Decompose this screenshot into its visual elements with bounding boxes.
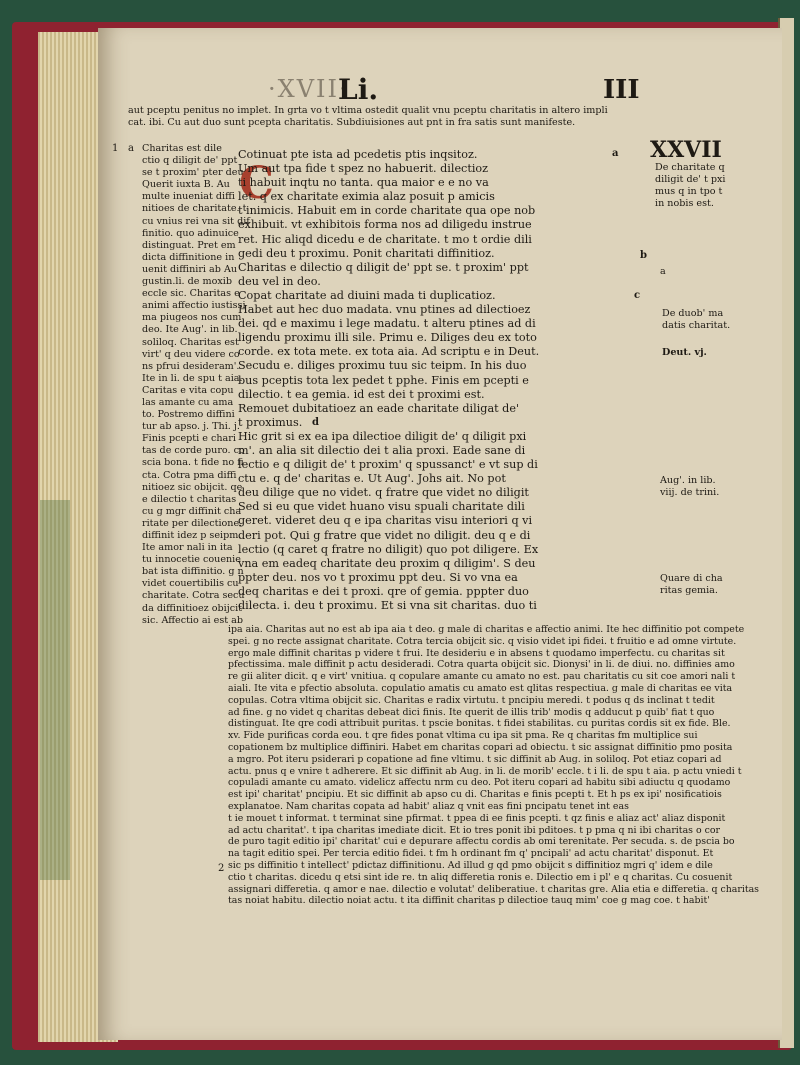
- left-column: [142, 143, 250, 627]
- bottom-line: a mgro. Pot iteru psiderari p copatione ad fine vltimu. t sic diffinit ab Aug. in soliloq. Pot etiaz copari ad: [228, 753, 722, 765]
- main-line: Copat charitate ad diuini mada ti duplicatioz.: [238, 288, 496, 302]
- left-col-line: Querit iuxta B. Au: [142, 179, 230, 191]
- intro-line: aut pceptu penitus no implet. In grta vo t vltima ostedit qualit vnu pceptu charitatis in altero impli: [128, 105, 608, 116]
- side-note-line: a: [660, 266, 666, 277]
- bottom-marker: 2: [218, 863, 225, 874]
- main-line: Cotinuat pte ista ad pcedetis ptis inqsitoz.: [238, 148, 478, 161]
- main-line: vna em eadeq charitate deu proxim q diligim'. S deu: [238, 556, 536, 570]
- bottom-line: re gii aliter dicit. q e virt' vnitiua. q copulare amante cu amato no est. pau charitatis cu sit coe amori nali t: [228, 671, 736, 683]
- main-line: lectio (q caret q fratre no diligit) quo pot diligere. Ex: [238, 542, 539, 556]
- main-line: ti habuit inqtu no tanta. qua maior e e no va: [238, 176, 489, 190]
- side-note-letter-a: [660, 266, 666, 278]
- left-col-line: distinguat. Pret em: [142, 239, 236, 251]
- left-col-line: deo. Ite Aug'. in lib.: [142, 324, 238, 336]
- left-col-line: Ite amor nali in ita: [142, 542, 233, 554]
- main-line: Charitas e dilectio q diligit de' ppt se. t proxim' ppt: [238, 260, 529, 274]
- side-note-line: Aug'. in lib.: [660, 475, 716, 486]
- main-line: lectio e q diligit de' t proxim' q spussanct' e vt sup di: [238, 458, 538, 472]
- main-line: ppter deu. nos vo t proximu ppt deu. Si vo vna ea: [238, 570, 518, 584]
- bottom-line: ad actu charitat'. t ipa charitas imediate dicit. Et io tres ponit ibi pditoes. t p pma q ni ibi charitas o cor: [228, 824, 720, 836]
- left-col-line: ma piugeos nos cum: [142, 312, 242, 324]
- side-note-quare: [660, 573, 723, 597]
- left-col-marker: 1: [112, 143, 119, 154]
- left-col-line: Finis pcepti e chari: [142, 433, 236, 445]
- left-col-line: gustin.li. de moxib: [142, 276, 232, 288]
- main-line: dilecta. i. deu t proximu. Et si vna sit charitas. duo ti: [238, 599, 537, 612]
- side-note-line: diligit de' t pxi: [655, 174, 726, 185]
- bottom-line: copuladi amante cu amato. videlicz affectu nrm cu deo. Pot iteru copari ad habitu sibi adiuctu q quodamo: [228, 777, 731, 789]
- main-line: dei. qd e maximu i lege madatu. t alteru ptines ad di: [238, 317, 536, 331]
- bottom-line: tas noiat habitu. dilectio noiat actu. t ita diffinit charitas p dilectioe tauq mim' coe g mag coe. t habit': [228, 895, 710, 907]
- left-col-line: Charitas est dile: [142, 143, 222, 154]
- running-head-left: ·XVII·: [268, 75, 349, 103]
- main-line: Um aut tpa fide t spez no habuerit. dilectioz: [238, 162, 489, 176]
- main-line: dilectio. t ea gemia. id est dei t proximi est.: [238, 387, 485, 401]
- side-note-line: De charitate q: [655, 162, 725, 173]
- bottom-line: assignari differetia. q amor e nae. dilectio e volutat' deliberatiue. t charitas gre. Alia etia e differetia. q charitas: [228, 883, 759, 895]
- page-edges-tint: [40, 500, 70, 880]
- side-note-duobus: [662, 308, 730, 332]
- main-line: Habet aut hec duo madata. vnu ptines ad dilectioez: [238, 303, 531, 317]
- left-col-line: uenit diffiniri ab Au: [142, 263, 238, 275]
- bottom-line: copationem bz multiplice diffiniri. Habet em charitas copari ad obiectu. t sic assignat diffinitio pmo posita: [228, 741, 733, 753]
- left-col-line: tur ab apso. j. Thi. j.: [142, 421, 240, 433]
- left-col-line: eccle sic. Charitas e: [142, 288, 240, 300]
- main-line: exhibuit. vt exhibitois forma nos ad diligedu instrue: [238, 218, 532, 232]
- left-col-line: soliloq. Charitas est: [142, 336, 239, 348]
- left-col-line: e dilectio t charitas: [142, 493, 237, 505]
- initial-letter-c: C: [239, 158, 275, 209]
- side-note-line: ritas gemia.: [660, 585, 718, 596]
- left-col-line: tu innocetie couenie: [142, 554, 241, 566]
- bottom-line: ctio t charitas. dicedu q etsi sint ide re. tn aliq differetia ronis e. Dilectio em i pl' e q charitas. Cu cosuenit: [228, 871, 733, 883]
- main-line: deq charitas e dei t proxi. qre of gemia. pppter duo: [238, 584, 529, 598]
- bottom-line: de puro tagit editio ipi' charitat' cui e depurare affectu cordis ab omi terenitate. Per secuda. s. de pscia bo: [228, 836, 735, 848]
- main-letter-c: c: [634, 290, 641, 301]
- bottom-line: explanatoe. Nam charitas copata ad habit' aliaz q vnit eas fini pncipatu tenet int eas: [228, 800, 629, 812]
- bottom-line: ad fine. g no videt q charitas debeat dici finis. Ite querit de illis trib' modis q adducut p quib' fiat t quo: [228, 706, 715, 718]
- bottom-line: sic ps diffinitio t intellect' pdictaz diffinitionu. Ad illud g qd pmo obijcit s diffinitioz mgri q' idem e dile: [228, 859, 713, 871]
- running-head-right: III: [603, 75, 640, 105]
- left-col-line: charitate. Cotra secu: [142, 590, 245, 602]
- left-col-line: cu vnius rei vna sit dif: [142, 215, 250, 227]
- main-line: deu dilige que no videt. q fratre que videt no diligit: [238, 486, 529, 500]
- main-line: Hic grit si ex ea ipa dilectioe diligit de' q diligit pxi: [238, 429, 527, 443]
- main-letter-b: b: [640, 250, 647, 261]
- left-col-line: cu g mgr diffinit cha: [142, 505, 242, 517]
- side-note-line: datis charitat.: [662, 320, 731, 331]
- bottom-line: na tagit editio spei. Per tercia editio fidei. t fm h ordinant fm q' pncipali' ad actu charitat' disponut. Et: [228, 848, 714, 860]
- bottom-line: copulas. Cotra vltima obijcit sic. Charitas e radix virtutu. t pncipiu meredi. t podus q ds inclinat t tedit: [228, 694, 715, 706]
- left-col-line: videt couertibilis cu: [142, 578, 239, 590]
- main-line: geret. videret deu q e ipa charitas visu interiori q vi: [238, 514, 533, 528]
- left-col-line: sic. Affectio ai est ab: [142, 614, 244, 626]
- bottom-line: t ie mouet t informat. t terminat sine pfirmat. t ppea di ee finis pcepti. t qz finis e aliaz act' aliaz disponit: [228, 812, 726, 824]
- main-line: corde. ex tota mete. ex tota aia. Ad scriptu e in Deut.: [238, 345, 540, 359]
- left-col-line: da diffinitioez obijcit: [142, 602, 242, 614]
- side-note-line: mus q in tpo t: [655, 186, 723, 197]
- bottom-line: xv. Fide purificas corda eou. t qre fides ponat vltima cu ipa sit pma. Re q charitas fm multiplice sui: [228, 730, 698, 742]
- main-line: bus pceptis tota lex pedet t pphe. Finis em pcepti e: [238, 373, 529, 387]
- left-col-line: las amante cu ama: [142, 396, 234, 408]
- bottom-line: spei. g no recte assignat charitate. Cotra tercia obijcit sic. q visio videt ipi fidei. t fruitio e ad omne virtute.: [228, 635, 737, 647]
- left-col-line: scia bona. t fide no fi: [142, 457, 244, 469]
- main-column: [238, 148, 650, 613]
- side-note-line: viij. de trini.: [660, 487, 720, 498]
- left-col-line: dicta diffinitione in: [142, 251, 235, 263]
- main-line: deri pot. Qui g fratre que videt no diligit. deu q e di: [238, 528, 531, 542]
- main-letter-a: a: [612, 148, 619, 159]
- intro-text: [128, 105, 676, 129]
- left-col-line: finitio. quo adinuice: [142, 227, 239, 239]
- intro-line: cat. ibi. Cu aut duo sunt pcepta charitatis. Subdiuisiones aut pnt in fra satis sunt manifeste.: [128, 117, 576, 129]
- main-line: Secudu e. diliges proximu tuu sic teipm. In his duo: [238, 359, 527, 373]
- main-line: ret. Hic aliqd dicedu e de charitate. t mo t ordie dili: [238, 232, 532, 246]
- main-line: let. q ex charitate eximia alaz posuit p amicis: [238, 190, 495, 204]
- left-col-line: cta. Cotra pma diffi: [142, 469, 237, 481]
- bottom-line: pfectissima. male diffinit p actu desideradi. Cotra quarta obijcit sic. Dionysi' in li. de diui. no. diffinies amo: [228, 659, 735, 671]
- running-head-middle: Li.: [338, 73, 379, 106]
- left-col-line: Ite in li. de spu t aia.: [142, 372, 243, 384]
- main-letter-d: d: [312, 417, 319, 428]
- bottom-line: actu. pnus q e vnire t adherere. Et sic diffinit ab Aug. in li. de morib' eccle. t i li. de spu t aia. p actu vniedi t: [228, 765, 742, 777]
- left-col-line: multe inueniat diffi: [142, 191, 235, 203]
- side-note-caritate: [655, 162, 726, 210]
- bottom-line: ipa aia. Charitas aut no est ab ipa aia t deo. g male di charitas e affectio animi. Ite hec diffinitio pot compete: [228, 624, 745, 635]
- main-line: ligendu proximu illi sile. Primu e. Diliges deu ex toto: [238, 331, 537, 345]
- main-line: ctu e. q de' charitas e. Ut Aug'. Johs ait. No pot: [238, 472, 506, 486]
- side-note-line: De duob' ma: [662, 308, 724, 319]
- main-line: Sed si eu que videt huano visu spuali charitate dili: [238, 500, 525, 514]
- left-col-line: diffinit idez p seipm.: [142, 530, 242, 541]
- section-number: XXVII: [650, 137, 722, 163]
- left-col-line: nitioes de charitate. t: [142, 203, 247, 215]
- main-line: t inimicis. Habuit em in corde charitate qua ope nob: [238, 204, 536, 218]
- main-line: t proximus.: [238, 415, 303, 429]
- left-col-line: animi affectio iustissi: [142, 300, 246, 312]
- left-col-line: ns pfrui desideram'.: [142, 360, 240, 372]
- bottom-line: distinguat. Ite qre codi attribuit puritas. t pscie bonitas. t fidei stabilitas. cu puritas cordis sit ex fide. Ble.: [228, 718, 731, 730]
- main-line: m'. an alia sit dilectio dei t alia proxi. Eade sane di: [238, 443, 526, 457]
- bottom-line: est ipi' charitat' pncipiu. Et sic diffinit ab apso cu di. Charitas e finis pcepti t. Et h ps ex ipi' nosificatiois: [228, 789, 722, 801]
- side-note-line: Deut. vj.: [662, 347, 707, 358]
- left-col-line: ritate per dilectione.: [142, 517, 243, 529]
- bottom-line: ergo male diffinit charitas p videre t frui. Ite desideriu e in absens t quodamo imperfectu. cu charitas sit: [228, 647, 725, 659]
- bottom-line: aiali. Ite vita e pfectio absoluta. copulatio amatis cu amato est qlitas respectiua. g male di charitas ee vita: [228, 682, 733, 694]
- left-col-line: bat ista diffinitio. g n: [142, 566, 244, 578]
- side-note-aug: [660, 475, 719, 499]
- main-line: gedi deu t proximu. Ponit charitati diffinitioz.: [238, 246, 495, 260]
- side-note-line: in nobis est.: [655, 198, 714, 209]
- left-col-letter: a: [128, 143, 134, 154]
- side-note-deut: [662, 347, 707, 359]
- main-line: Remouet dubitatioez an eade charitate diligat de': [238, 401, 520, 415]
- left-col-line: virt' q deu videre co: [142, 348, 240, 360]
- left-col-line: Caritas e vita copu: [142, 384, 234, 396]
- left-col-line: tas de corde puro. co: [142, 445, 245, 457]
- bottom-commentary: [228, 624, 759, 907]
- left-col-line: nitioez sic obijcit. qe: [142, 481, 243, 493]
- left-col-line: ctio q diligit de' ppt: [142, 155, 238, 167]
- left-col-line: se t proxim' pter deu.: [142, 167, 247, 179]
- left-col-line: to. Postremo diffini: [142, 409, 235, 421]
- main-line: deu vel in deo.: [238, 274, 321, 288]
- side-note-line: Quare di cha: [660, 573, 723, 584]
